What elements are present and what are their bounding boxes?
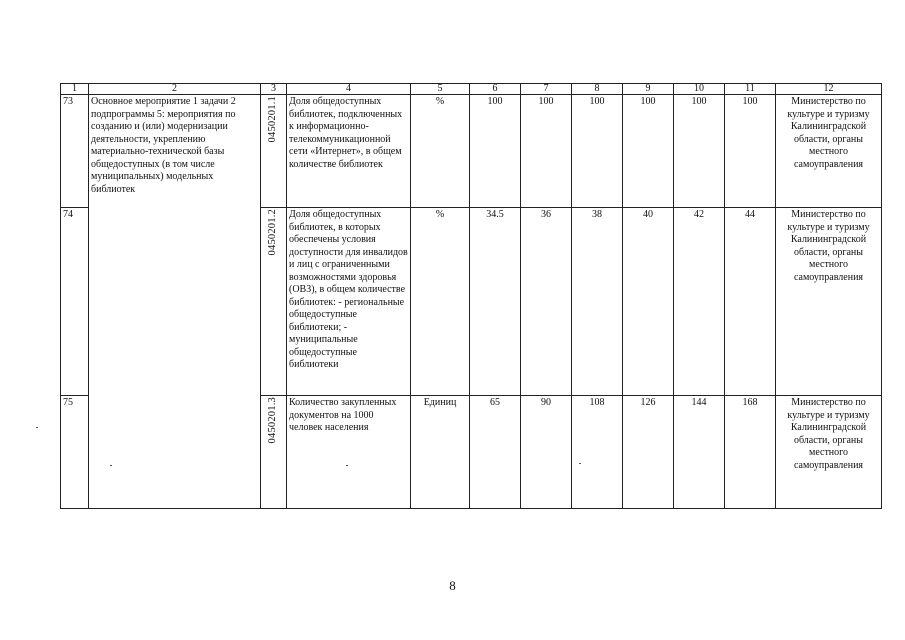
indicator-code-cell bbox=[261, 396, 287, 509]
header-cell: 11 bbox=[725, 84, 776, 95]
page-number: 8 bbox=[449, 578, 456, 593]
header-cell: 2 bbox=[89, 84, 261, 95]
value-cell: 38 bbox=[572, 208, 623, 396]
value-cell: 100 bbox=[623, 95, 674, 208]
responsible-party: Министерство по культуре и туризму Калининградской области, органы местного самоуправления bbox=[776, 208, 882, 396]
header-cell: 3 bbox=[261, 84, 287, 95]
table-header-row bbox=[61, 84, 882, 95]
value-cell: 44 bbox=[725, 208, 776, 396]
row-number: 73 bbox=[61, 95, 89, 208]
header-cell: 8 bbox=[572, 84, 623, 95]
table-row bbox=[61, 95, 882, 208]
indicator-code: 0450201.2 bbox=[267, 209, 279, 256]
scan-speck bbox=[579, 463, 581, 464]
value-cell: 65 bbox=[470, 396, 521, 509]
value-cell: 90 bbox=[521, 396, 572, 509]
value-cell: 36 bbox=[521, 208, 572, 396]
value-cell: 144 bbox=[674, 396, 725, 509]
header-cell: 12 bbox=[776, 84, 882, 95]
header-cell: 7 bbox=[521, 84, 572, 95]
scan-speck bbox=[36, 427, 38, 428]
indicator-table bbox=[60, 83, 882, 509]
header-cell: 1 bbox=[61, 84, 89, 95]
value-cell: 100 bbox=[674, 95, 725, 208]
indicator-code: 0450201.1 bbox=[267, 96, 279, 143]
indicator-name: Количество закупленных документов на 1000 человек населения bbox=[287, 396, 411, 509]
value-cell: 108 bbox=[572, 396, 623, 509]
unit-cell: % bbox=[411, 95, 470, 208]
header-cell: 4 bbox=[287, 84, 411, 95]
unit-cell: % bbox=[411, 208, 470, 396]
unit-cell: Единиц bbox=[411, 396, 470, 509]
value-cell: 100 bbox=[470, 95, 521, 208]
scan-speck bbox=[110, 465, 112, 466]
value-cell: 100 bbox=[572, 95, 623, 208]
indicator-code-cell bbox=[261, 208, 287, 396]
value-cell: 100 bbox=[725, 95, 776, 208]
scan-speck bbox=[346, 465, 348, 466]
responsible-party: Министерство по культуре и туризму Калининградской области, органы местного самоуправления bbox=[776, 95, 882, 208]
value-cell: 168 bbox=[725, 396, 776, 509]
value-cell: 40 bbox=[623, 208, 674, 396]
header-cell: 10 bbox=[674, 84, 725, 95]
value-cell: 42 bbox=[674, 208, 725, 396]
value-cell: 126 bbox=[623, 396, 674, 509]
indicator-code-cell bbox=[261, 95, 287, 208]
event-description: Основное мероприятие 1 задачи 2 подпрограммы 5: мероприятия по созданию и (или) модернизации деятельности, укреплению материально-технической базы общедоступных (в том числе муниципальных) модельных библиотек bbox=[89, 95, 261, 509]
value-cell: 100 bbox=[521, 95, 572, 208]
value-cell: 34.5 bbox=[470, 208, 521, 396]
indicator-name: Доля общедоступных библиотек, подключенных к информационно-телекоммуникационной сети «Интернет», в общем количестве библиотек bbox=[287, 95, 411, 208]
indicator-code: 0450201.3 bbox=[267, 397, 279, 444]
row-number: 74 bbox=[61, 208, 89, 396]
responsible-party: Министерство по культуре и туризму Калининградской области, органы местного самоуправления bbox=[776, 396, 882, 509]
header-cell: 9 bbox=[623, 84, 674, 95]
header-cell: 6 bbox=[470, 84, 521, 95]
row-number: 75 bbox=[61, 396, 89, 509]
header-cell: 5 bbox=[411, 84, 470, 95]
indicator-name: Доля общедоступных библиотек, в которых обеспечены условия доступности для инвалидов и лиц с ограниченными возможностями здоровья (ОВЗ), в общем количестве библиотек: - региональные общедоступные библиотеки; - муниципальные общедоступные библиотеки bbox=[287, 208, 411, 396]
